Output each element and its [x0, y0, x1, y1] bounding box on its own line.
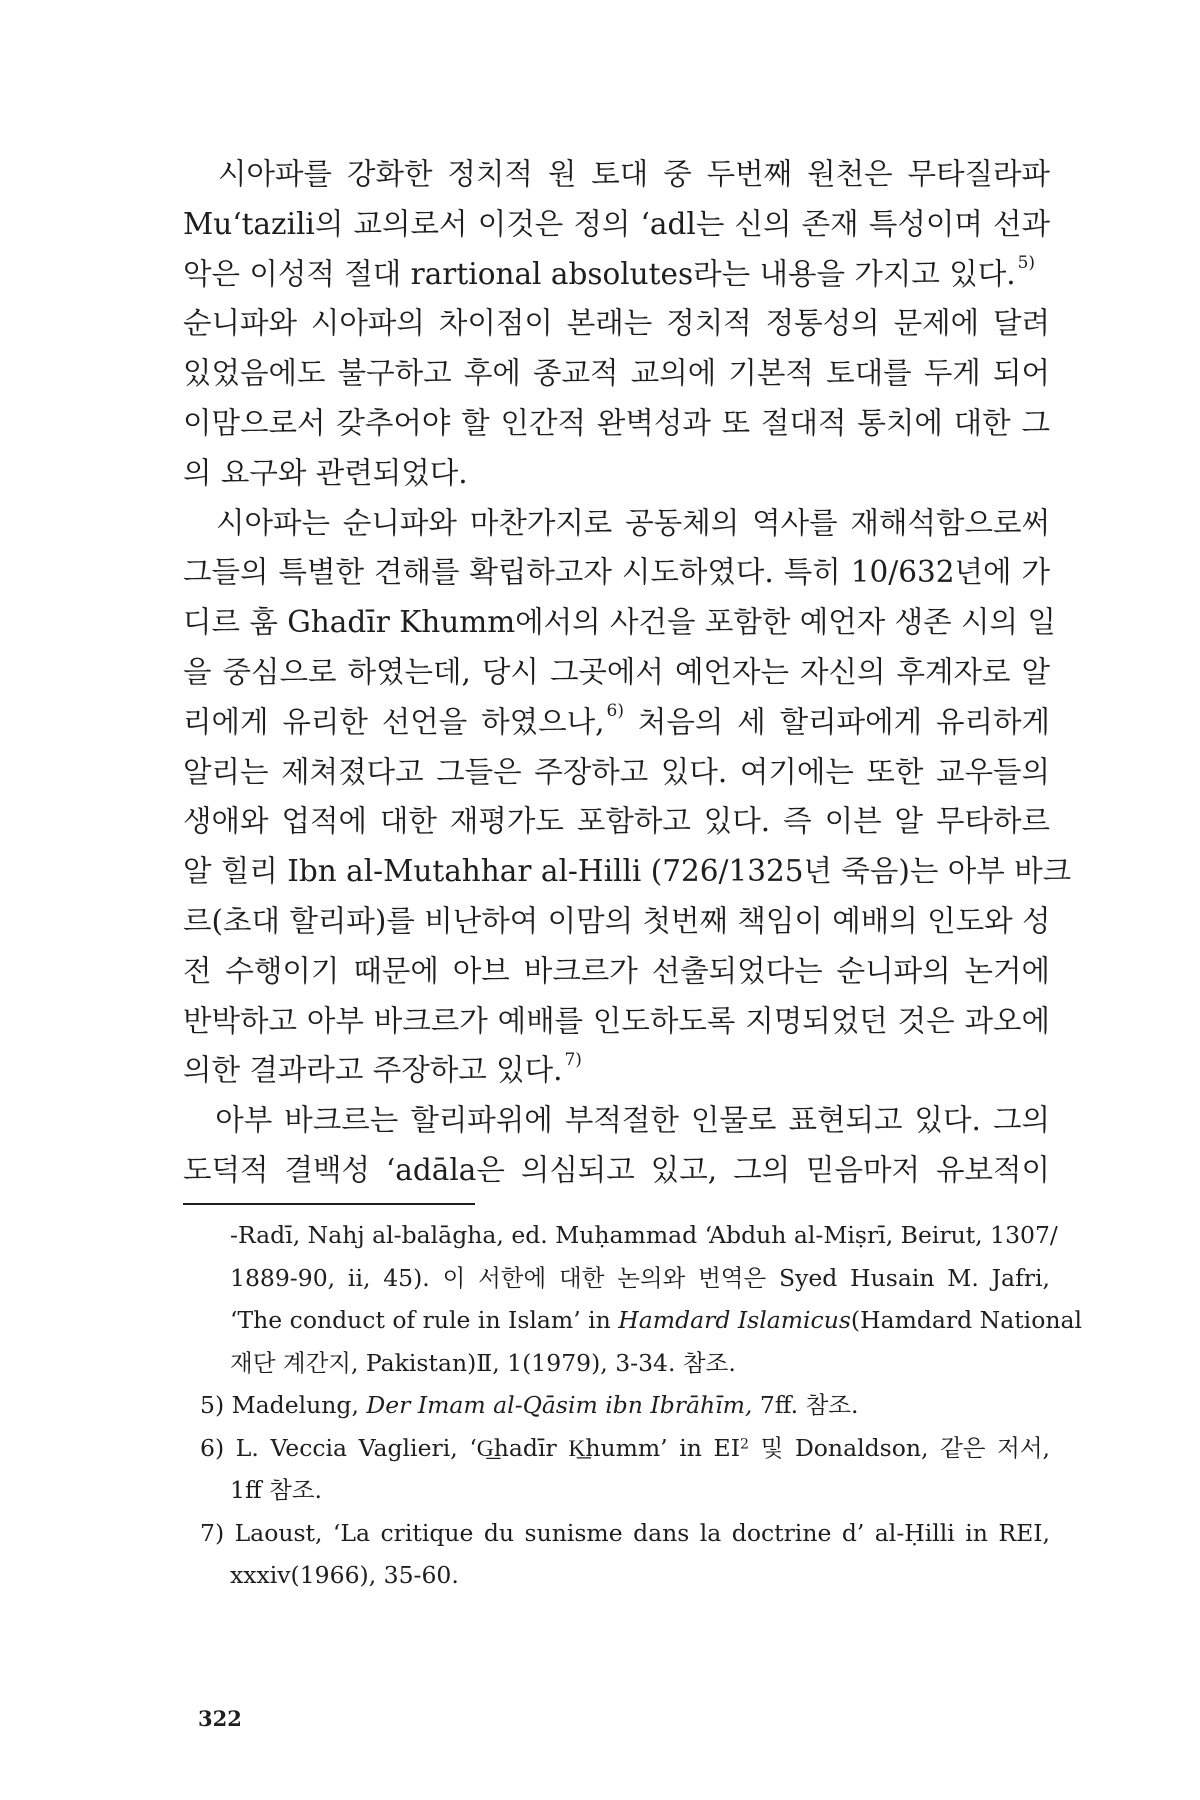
body-line: 이맘으로서 갖추어야 할 인간적 완벽성과 또 절대적 통치에 대한 그: [183, 405, 1050, 440]
page-number: 322: [198, 1706, 242, 1731]
footnote-text: 및 Donaldson, 같은 저서,: [748, 1433, 1050, 1462]
footnote-continuation: [200, 1299, 1083, 1342]
footnote-continuation: 재단 계간지, Pakistan)Ⅱ, 1(1979), 3-34. 참조.: [230, 1348, 736, 1377]
body-line: 생애와 업적에 대한 재평가도 포함하고 있다. 즉 이븐 알 무타하르: [183, 804, 1050, 839]
body-line: 알 힐리 Ibn al-Mutahhar al-Hilli (726/1325년 죽음)는 아부 바크: [183, 854, 1072, 889]
footnote-7-continuation: xxxiv(1966), 35-60.: [230, 1561, 459, 1589]
footnote-7: 7) Laoust, ‘La critique du sunisme dans la doctrine d’ al-Ḥilli in REI,: [200, 1518, 1050, 1547]
footnote-text: 5) Madelung,: [200, 1391, 367, 1419]
body-line: 아부 바크르는 할리파위에 부적절한 인물로 표현되고 있다. 그의: [183, 1103, 1050, 1138]
body-line-text: 처음의 세 할리파에게 유리하게: [623, 704, 1050, 739]
body-line-text: 악은 이성적 절대 rartional absolutes라는 내용을 가지고 있다.: [183, 256, 1016, 291]
journal-title: Hamdard Islamicus: [618, 1306, 851, 1334]
footnote-ref-5: 5): [1017, 253, 1036, 274]
footnote-continuation: -Radī, Nahj al-balāgha, ed. Muḥammad ‘Abduh al-Miṣrī, Beirut, 1307/: [230, 1221, 1058, 1249]
body-line: 도덕적 결백성 ‘adāla은 의심되고 있고, 그의 믿음마저 유보적이: [183, 1152, 1050, 1187]
book-title: Der Imam al-Qāsim ibn Ibrāhīm,: [366, 1391, 753, 1419]
body-line: 그들의 특별한 견해를 확립하고자 시도하였다. 특히 10/632년에 가: [183, 555, 1050, 590]
body-line: [183, 698, 1050, 748]
body-line: 전 수행이기 때문에 아브 바크르가 선출되었다는 순니파의 논거에: [183, 953, 1050, 988]
body-line: 있었음에도 불구하고 후에 종교적 교의에 기본적 토대를 두게 되어: [183, 356, 1050, 391]
footnote-text: 7ff. 참조.: [752, 1391, 859, 1419]
body-line: 을 중심으로 하였는데, 당시 그곳에서 예언자는 자신의 후계자로 알: [183, 654, 1050, 689]
body-line: 르(초대 할리파)를 비난하여 이맘의 첫번째 책임이 예배의 인도와 성: [183, 903, 1051, 938]
footnote-text: (Hamdard National: [850, 1306, 1083, 1334]
body-line: [183, 250, 1050, 300]
body-line: 순니파와 시아파의 차이점이 본래는 정치적 정통성의 문제에 달려: [183, 306, 1050, 341]
body-line: 반박하고 아부 바크르가 예배를 인도하도록 지명되었던 것은 과오에: [183, 1003, 1050, 1038]
footnote-text: 6) L. Veccia Vaglieri, ‘G͟hadīr K͟humm’ in EI: [200, 1433, 740, 1462]
body-text: [183, 150, 1072, 1196]
body-line: 시아파를 강화한 정치적 원 토대 중 두번째 원천은 무타질라파: [183, 157, 1050, 191]
body-line: 알리는 제쳐졌다고 그들은 주장하고 있다. 여기에는 또한 교우들의: [183, 754, 1050, 789]
footnote-6: [200, 1427, 1050, 1470]
body-line: [183, 1046, 1050, 1096]
body-line: 시아파는 순니파와 마찬가지로 공동체의 역사를 재해석함으로써: [183, 505, 1050, 540]
footnotes: [200, 1214, 1083, 1597]
footnote-ref-7: 7): [564, 1050, 582, 1071]
footnote-text: ‘The conduct of rule in Islam’ in: [230, 1306, 619, 1334]
footnote-6-continuation: 1ff 참조.: [230, 1476, 322, 1504]
footnote-5: [200, 1384, 1050, 1427]
superscript: 2: [740, 1435, 749, 1452]
body-line-text: 리에게 유리한 선언을 하였으나,: [183, 704, 605, 739]
body-line: Mu‘tazili의 교의로서 이것은 정의 ‘adl는 신의 존재 특성이며 선과: [183, 206, 1050, 241]
body-line-text: 의한 결과라고 주장하고 있다.: [183, 1053, 563, 1088]
footnote-ref-6: 6): [606, 701, 624, 722]
footnote-continuation: 1889-90, ii, 45). 이 서한에 대한 논의와 번역은 Syed Husain M. Jafri,: [230, 1263, 1050, 1292]
footnote-divider: [183, 1203, 475, 1205]
body-line: 의 요구와 관련되었다.: [183, 455, 468, 490]
body-line: 디르 훔 Ghadīr Khumm에서의 사건을 포함한 예언자 생존 시의 일: [183, 605, 1056, 640]
